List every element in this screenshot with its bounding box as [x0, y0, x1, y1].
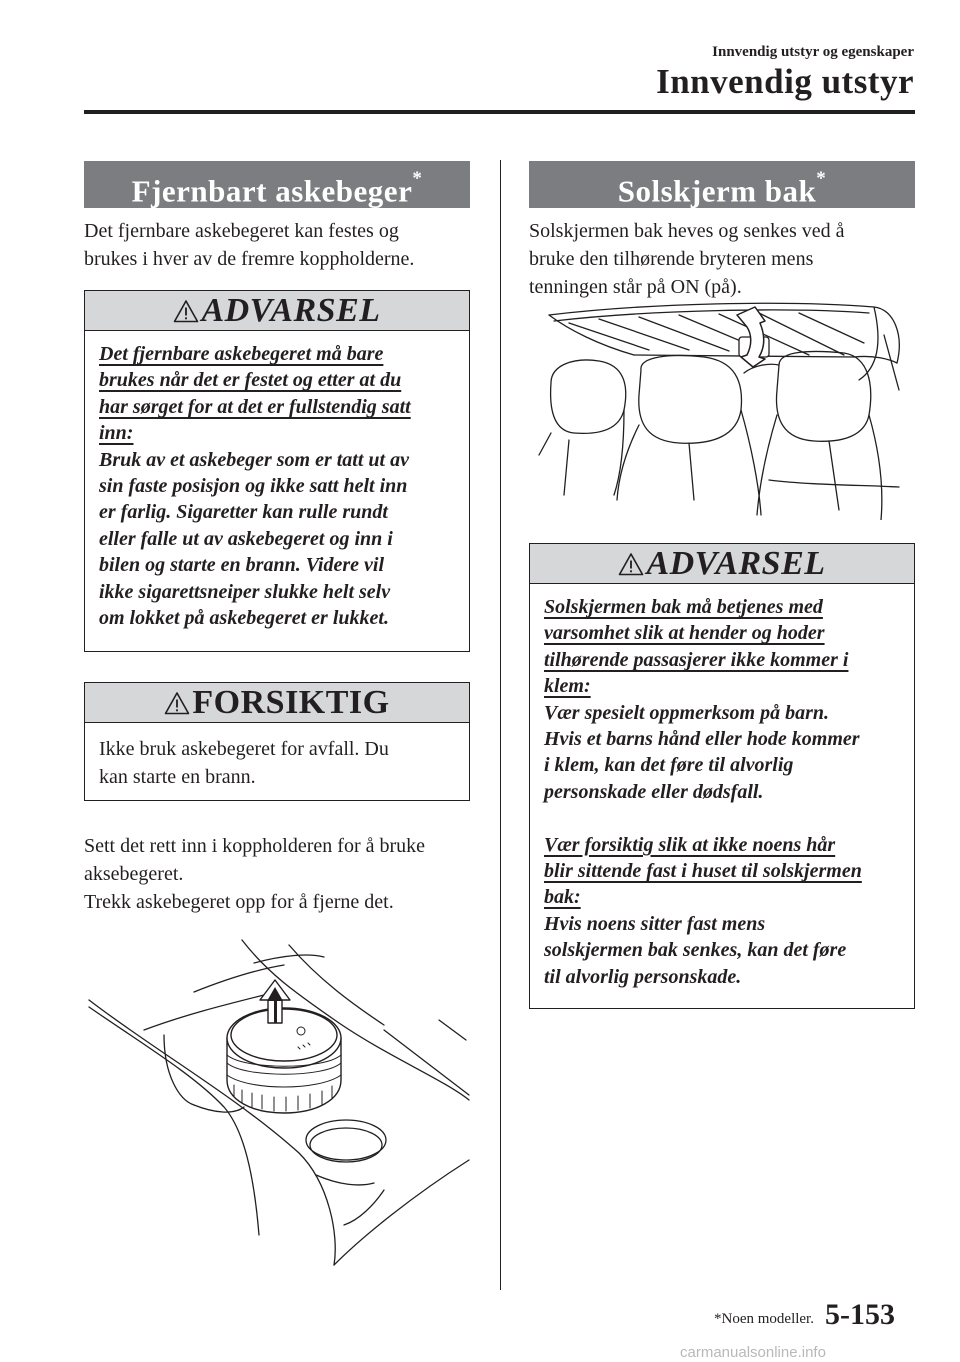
- caution-body: Ikke bruk askebegeret for avfall. Du kan starte en brann.: [99, 738, 389, 788]
- warning-title: ADVARSEL: [201, 291, 381, 329]
- warning-header: [530, 544, 914, 584]
- warning-header: [85, 291, 469, 331]
- warning-body: Solskjermen bak må betjenes med varsomhet slik at hender og hoder tilhørende passasjerer ikke kommer i klem: Vær spesielt oppmerksom på barn. Hvis et barns hånd eller hode kommer i klem, kan det føre til alvorlig personskade eller dødsfall. Vær forsiktig slik at ikke noens hår blir sittende fast i huset til solskjermen bak: Hvis noens sitter fast mens solskjermen bak senkes, kan det føre til alvorlig personskade.: [544, 596, 862, 988]
- caution-header: [85, 683, 469, 723]
- ashtray-heading: [84, 161, 470, 208]
- sunshade-warning-box: [529, 543, 915, 1009]
- page-number: 5-153: [825, 1298, 895, 1331]
- header-rule: [84, 110, 915, 114]
- ashtray-heading-text: Fjernbart askebeger: [131, 173, 413, 209]
- warning-body: Det fjernbare askebegeret må bare brukes når det er festet og etter at du har sørget for at det er fullstendig satt inn: Bruk av et askebeger som er tatt ut av sin faste posisjon og ikke satt helt inn er farlig. Sigaretter kan rulle rundt eller falle ut av askebegeret og inn i bilen og starte en brann. Videre vil ikke sigarettsneiper slukke helt selv om lokket på askebegeret er lukket.: [99, 343, 411, 630]
- watermark: carmanualsonline.info: [680, 1344, 826, 1361]
- optional-mark: *: [816, 168, 827, 189]
- warning-triangle-icon: [618, 552, 644, 576]
- sunshade-heading: [529, 161, 915, 208]
- ashtray-illustration: [84, 935, 474, 1270]
- warning-triangle-icon: [173, 299, 199, 323]
- sunshade-heading-text: Solskjerm bak: [617, 173, 817, 209]
- section-title: Innvendig utstyr: [656, 62, 914, 101]
- ashtray-caution-box: [84, 682, 470, 801]
- optional-mark: *: [412, 168, 423, 189]
- sunshade-intro: Solskjermen bak heves og senkes ved å bruke den tilhørende bryteren mens tenningen står på ON (på).: [529, 220, 845, 298]
- footnote: *Noen modeller.: [714, 1311, 814, 1327]
- ashtray-intro: Det fjernbare askebegeret kan festes og brukes i hver av de fremre koppholderne.: [84, 220, 415, 270]
- column-divider: [500, 160, 501, 1290]
- warning-title: ADVARSEL: [646, 544, 826, 582]
- chapter-title: Innvendig utstyr og egenskaper: [712, 44, 914, 60]
- ashtray-instructions: Sett det rett inn i koppholderen for å bruke aksebegeret. Trekk askebegeret opp for å fjerne det.: [84, 835, 426, 913]
- caution-title: FORSIKTIG: [192, 683, 390, 721]
- ashtray-warning-box: [84, 290, 470, 652]
- sunshade-illustration: [529, 295, 919, 520]
- caution-triangle-icon: [164, 691, 190, 715]
